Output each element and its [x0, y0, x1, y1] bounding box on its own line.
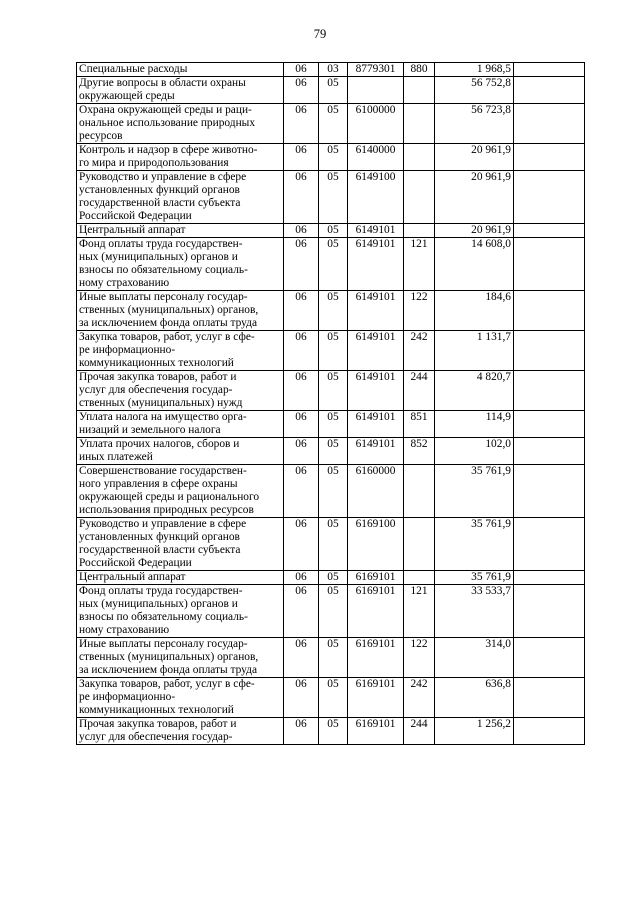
cell-expense-type — [404, 104, 435, 144]
cell-item-name-text: Закупка товаров, работ, услуг в сфе- ре информационно- коммуникационных технологий — [79, 678, 255, 716]
cell-item-name — [77, 291, 284, 331]
cell-section-text: 06 — [295, 571, 307, 583]
cell-target-article-text: 6169101 — [355, 638, 396, 650]
cell-item-name — [77, 638, 284, 678]
cell-section-text: 06 — [295, 465, 307, 477]
cell-target-article-text: 8779301 — [355, 63, 396, 75]
cell-subsection — [319, 331, 348, 371]
cell-target-article-text: 6169101 — [355, 718, 396, 730]
cell-section — [284, 63, 319, 77]
cell-target-article-text: 6169101 — [355, 571, 396, 583]
cell-subsection — [319, 224, 348, 238]
cell-section-text: 06 — [295, 411, 307, 423]
cell-target-article — [348, 411, 404, 438]
cell-item-name-text: Другие вопросы в области охраны окружающей среды — [79, 77, 246, 102]
cell-item-name — [77, 411, 284, 438]
cell-section — [284, 638, 319, 678]
table-row — [77, 63, 585, 77]
cell-expense-type — [404, 224, 435, 238]
cell-section — [284, 518, 319, 571]
cell-target-article-text: 6149101 — [355, 238, 396, 250]
cell-target-article — [348, 238, 404, 291]
cell-subsection — [319, 718, 348, 745]
cell-empty — [514, 104, 585, 144]
cell-subsection-text: 05 — [327, 571, 339, 583]
cell-item-name-text: Контроль и надзор в сфере животно- го мира и природопользования — [79, 144, 258, 169]
cell-item-name-text: Иные выплаты персоналу государ- ственных (муниципальных) органов, за исключением фонда оплаты труда — [79, 638, 259, 676]
cell-expense-type — [404, 371, 435, 411]
cell-amount-text: 314,0 — [485, 638, 511, 650]
cell-empty — [514, 678, 585, 718]
cell-amount-text: 33 533,7 — [471, 585, 511, 597]
cell-empty — [514, 718, 585, 745]
cell-amount — [435, 291, 514, 331]
cell-item-name — [77, 571, 284, 585]
table-row — [77, 371, 585, 411]
cell-target-article — [348, 678, 404, 718]
cell-item-name — [77, 77, 284, 104]
cell-section — [284, 331, 319, 371]
cell-section-text: 06 — [295, 371, 307, 383]
cell-target-article-text: 6149101 — [355, 331, 396, 343]
cell-expense-type — [404, 638, 435, 678]
cell-amount-text: 114,9 — [485, 411, 511, 423]
table-row — [77, 331, 585, 371]
cell-item-name-text: Совершенствование государствен- ного управления в сфере охраны окружающей среды и рационального использования природных ресурсов — [79, 465, 260, 516]
cell-amount-text: 20 961,9 — [471, 224, 511, 236]
cell-expense-type — [404, 438, 435, 465]
cell-target-article-text: 6140000 — [355, 144, 396, 156]
cell-item-name-text: Прочая закупка товаров, работ и услуг для обеспечения государ- — [79, 718, 237, 743]
cell-item-name — [77, 63, 284, 77]
cell-section-text: 06 — [295, 77, 307, 89]
cell-empty — [514, 371, 585, 411]
table-row — [77, 291, 585, 331]
cell-item-name — [77, 238, 284, 291]
cell-section-text: 06 — [295, 438, 307, 450]
cell-item-name-text: Закупка товаров, работ, услуг в сфе- ре информационно- коммуникационных технологий — [79, 331, 255, 369]
cell-amount — [435, 224, 514, 238]
cell-amount-text: 4 820,7 — [476, 371, 511, 383]
table-row — [77, 585, 585, 638]
cell-section-text: 06 — [295, 718, 307, 730]
cell-target-article — [348, 291, 404, 331]
cell-target-article — [348, 371, 404, 411]
cell-amount-text: 56 723,8 — [471, 104, 511, 116]
cell-subsection — [319, 77, 348, 104]
cell-item-name-text: Фонд оплаты труда государствен- ных (муниципальных) органов и взносы по обязательному социаль- ному страхованию — [79, 238, 248, 289]
cell-amount-text: 35 761,9 — [471, 571, 511, 583]
cell-expense-type — [404, 171, 435, 224]
cell-expense-type-text: 244 — [410, 718, 428, 730]
cell-target-article — [348, 77, 404, 104]
cell-expense-type — [404, 77, 435, 104]
cell-expense-type — [404, 571, 435, 585]
cell-empty — [514, 224, 585, 238]
cell-target-article-text: 6149101 — [355, 291, 396, 303]
table-row — [77, 571, 585, 585]
cell-section — [284, 571, 319, 585]
cell-amount — [435, 571, 514, 585]
cell-expense-type — [404, 465, 435, 518]
table-row — [77, 678, 585, 718]
cell-target-article-text: 6169101 — [355, 678, 396, 690]
cell-target-article — [348, 144, 404, 171]
cell-amount-text: 35 761,9 — [471, 518, 511, 530]
cell-item-name — [77, 438, 284, 465]
cell-subsection-text: 03 — [327, 63, 339, 75]
table-row — [77, 438, 585, 465]
cell-item-name — [77, 678, 284, 718]
cell-section — [284, 371, 319, 411]
page-number: 79 — [313, 27, 327, 41]
cell-amount — [435, 144, 514, 171]
cell-subsection-text: 05 — [327, 585, 339, 597]
cell-item-name — [77, 518, 284, 571]
cell-section — [284, 171, 319, 224]
cell-subsection-text: 05 — [327, 77, 339, 89]
cell-empty — [514, 238, 585, 291]
cell-amount — [435, 238, 514, 291]
cell-item-name-text: Уплата прочих налогов, сборов и иных платежей — [79, 438, 240, 463]
cell-section-text: 06 — [295, 238, 307, 250]
cell-expense-type-text: 880 — [410, 63, 428, 75]
cell-subsection-text: 05 — [327, 104, 339, 116]
cell-amount-text: 184,6 — [485, 291, 511, 303]
cell-amount — [435, 718, 514, 745]
cell-expense-type-text: 852 — [410, 438, 428, 450]
cell-item-name-text: Центральный аппарат — [79, 224, 186, 236]
cell-amount — [435, 371, 514, 411]
cell-item-name-text: Фонд оплаты труда государствен- ных (муниципальных) органов и взносы по обязательному социаль- ному страхованию — [79, 585, 248, 636]
cell-subsection — [319, 585, 348, 638]
cell-section — [284, 144, 319, 171]
cell-empty — [514, 144, 585, 171]
cell-section-text: 06 — [295, 171, 307, 183]
cell-target-article — [348, 331, 404, 371]
cell-section-text: 06 — [295, 331, 307, 343]
cell-subsection — [319, 63, 348, 77]
cell-subsection-text: 05 — [327, 238, 339, 250]
cell-amount-text: 1 131,7 — [476, 331, 511, 343]
cell-amount — [435, 585, 514, 638]
cell-subsection-text: 05 — [327, 144, 339, 156]
table-row — [77, 224, 585, 238]
cell-item-name — [77, 371, 284, 411]
cell-target-article — [348, 518, 404, 571]
cell-target-article — [348, 104, 404, 144]
cell-item-name-text: Иные выплаты персоналу государ- ственных (муниципальных) органов, за исключением фонда оплаты труда — [79, 291, 259, 329]
cell-item-name-text: Центральный аппарат — [79, 571, 186, 583]
table-row — [77, 638, 585, 678]
budget-table — [76, 62, 585, 745]
cell-target-article — [348, 571, 404, 585]
cell-subsection — [319, 291, 348, 331]
cell-section — [284, 718, 319, 745]
table-row — [77, 465, 585, 518]
cell-subsection — [319, 518, 348, 571]
cell-item-name — [77, 331, 284, 371]
cell-subsection — [319, 411, 348, 438]
cell-subsection-text: 05 — [327, 291, 339, 303]
cell-subsection — [319, 638, 348, 678]
cell-target-article — [348, 718, 404, 745]
cell-empty — [514, 518, 585, 571]
cell-amount-text: 56 752,8 — [471, 77, 511, 89]
cell-section — [284, 104, 319, 144]
cell-amount-text: 636,8 — [485, 678, 511, 690]
cell-item-name-text: Уплата налога на имущество орга- низаций и земельного налога — [79, 411, 247, 436]
cell-item-name-text: Руководство и управление в сфере установленных функций органов государственной власти субъекта Российской Федерации — [79, 518, 247, 569]
cell-expense-type — [404, 518, 435, 571]
cell-expense-type-text: 244 — [410, 371, 428, 383]
cell-subsection-text: 05 — [327, 638, 339, 650]
cell-target-article-text: 6160000 — [355, 465, 396, 477]
table-row — [77, 171, 585, 224]
table-row — [77, 144, 585, 171]
cell-item-name — [77, 144, 284, 171]
cell-empty — [514, 571, 585, 585]
cell-item-name-text: Прочая закупка товаров, работ и услуг для обеспечения государ- ственных (муниципальных) нужд — [79, 371, 243, 409]
cell-amount — [435, 104, 514, 144]
cell-amount — [435, 331, 514, 371]
cell-item-name — [77, 585, 284, 638]
cell-expense-type — [404, 291, 435, 331]
cell-expense-type-text: 851 — [410, 411, 428, 423]
cell-target-article — [348, 63, 404, 77]
cell-section — [284, 224, 319, 238]
cell-expense-type — [404, 63, 435, 77]
cell-target-article-text: 6149101 — [355, 224, 396, 236]
cell-target-article — [348, 171, 404, 224]
table-row — [77, 238, 585, 291]
cell-target-article-text: 6169101 — [355, 585, 396, 597]
cell-item-name — [77, 718, 284, 745]
table-body — [77, 63, 585, 745]
cell-expense-type-text: 122 — [410, 638, 428, 650]
cell-expense-type — [404, 238, 435, 291]
cell-amount-text: 14 608,0 — [471, 238, 511, 250]
cell-item-name-text: Специальные расходы — [79, 63, 188, 75]
cell-expense-type-text: 242 — [410, 678, 428, 690]
cell-empty — [514, 638, 585, 678]
cell-subsection-text: 05 — [327, 678, 339, 690]
cell-amount — [435, 171, 514, 224]
cell-subsection-text: 05 — [327, 465, 339, 477]
cell-section-text: 06 — [295, 291, 307, 303]
cell-subsection — [319, 104, 348, 144]
cell-empty — [514, 331, 585, 371]
cell-empty — [514, 63, 585, 77]
cell-item-name — [77, 224, 284, 238]
cell-subsection — [319, 238, 348, 291]
cell-target-article — [348, 438, 404, 465]
cell-expense-type — [404, 411, 435, 438]
cell-section — [284, 411, 319, 438]
cell-amount — [435, 518, 514, 571]
cell-target-article — [348, 638, 404, 678]
cell-amount — [435, 411, 514, 438]
cell-subsection-text: 05 — [327, 411, 339, 423]
cell-amount — [435, 678, 514, 718]
cell-amount-text: 102,0 — [485, 438, 511, 450]
cell-subsection — [319, 465, 348, 518]
cell-expense-type — [404, 678, 435, 718]
cell-section — [284, 438, 319, 465]
cell-subsection-text: 05 — [327, 718, 339, 730]
cell-expense-type — [404, 585, 435, 638]
cell-target-article-text: 6169100 — [355, 518, 396, 530]
cell-amount — [435, 77, 514, 104]
cell-subsection-text: 05 — [327, 331, 339, 343]
cell-target-article — [348, 465, 404, 518]
cell-amount-text: 20 961,9 — [471, 144, 511, 156]
cell-target-article — [348, 585, 404, 638]
cell-target-article-text: 6149100 — [355, 171, 396, 183]
cell-subsection-text: 05 — [327, 371, 339, 383]
cell-section — [284, 238, 319, 291]
cell-section — [284, 291, 319, 331]
cell-item-name-text: Охрана окружающей среды и раци- ональное использование природных ресурсов — [79, 104, 256, 142]
cell-section — [284, 465, 319, 518]
cell-section — [284, 77, 319, 104]
table-row — [77, 411, 585, 438]
cell-section-text: 06 — [295, 104, 307, 116]
cell-empty — [514, 585, 585, 638]
cell-subsection-text: 05 — [327, 438, 339, 450]
cell-item-name-text: Руководство и управление в сфере установленных функций органов государственной власти субъекта Российской Федерации — [79, 171, 247, 222]
cell-subsection-text: 05 — [327, 518, 339, 530]
cell-expense-type-text: 242 — [410, 331, 428, 343]
cell-amount — [435, 63, 514, 77]
cell-target-article-text: 6149101 — [355, 411, 396, 423]
cell-subsection — [319, 678, 348, 718]
cell-subsection — [319, 144, 348, 171]
cell-item-name — [77, 171, 284, 224]
cell-amount — [435, 638, 514, 678]
cell-amount — [435, 465, 514, 518]
cell-section-text: 06 — [295, 638, 307, 650]
cell-expense-type — [404, 331, 435, 371]
cell-expense-type — [404, 718, 435, 745]
cell-section — [284, 585, 319, 638]
cell-target-article — [348, 224, 404, 238]
table-row — [77, 518, 585, 571]
cell-expense-type-text: 121 — [410, 238, 428, 250]
cell-section-text: 06 — [295, 144, 307, 156]
cell-subsection — [319, 571, 348, 585]
cell-item-name — [77, 104, 284, 144]
cell-amount-text: 35 761,9 — [471, 465, 511, 477]
cell-target-article-text: 6149101 — [355, 371, 396, 383]
cell-section-text: 06 — [295, 518, 307, 530]
cell-expense-type-text: 121 — [410, 585, 428, 597]
cell-section-text: 06 — [295, 63, 307, 75]
cell-empty — [514, 171, 585, 224]
cell-section-text: 06 — [295, 585, 307, 597]
cell-subsection-text: 05 — [327, 224, 339, 236]
cell-subsection — [319, 371, 348, 411]
cell-amount-text: 1 256,2 — [476, 718, 511, 730]
cell-amount-text: 20 961,9 — [471, 171, 511, 183]
cell-empty — [514, 411, 585, 438]
cell-section — [284, 678, 319, 718]
cell-empty — [514, 465, 585, 518]
table-row — [77, 104, 585, 144]
table-row — [77, 77, 585, 104]
cell-item-name — [77, 465, 284, 518]
cell-empty — [514, 438, 585, 465]
cell-amount — [435, 438, 514, 465]
table-row — [77, 718, 585, 745]
cell-empty — [514, 291, 585, 331]
cell-empty — [514, 77, 585, 104]
cell-target-article-text: 6149101 — [355, 438, 396, 450]
cell-amount-text: 1 968,5 — [476, 63, 511, 75]
cell-subsection — [319, 438, 348, 465]
cell-subsection — [319, 171, 348, 224]
cell-expense-type — [404, 144, 435, 171]
cell-target-article-text: 6100000 — [355, 104, 396, 116]
cell-subsection-text: 05 — [327, 171, 339, 183]
cell-section-text: 06 — [295, 678, 307, 690]
cell-section-text: 06 — [295, 224, 307, 236]
cell-expense-type-text: 122 — [410, 291, 428, 303]
